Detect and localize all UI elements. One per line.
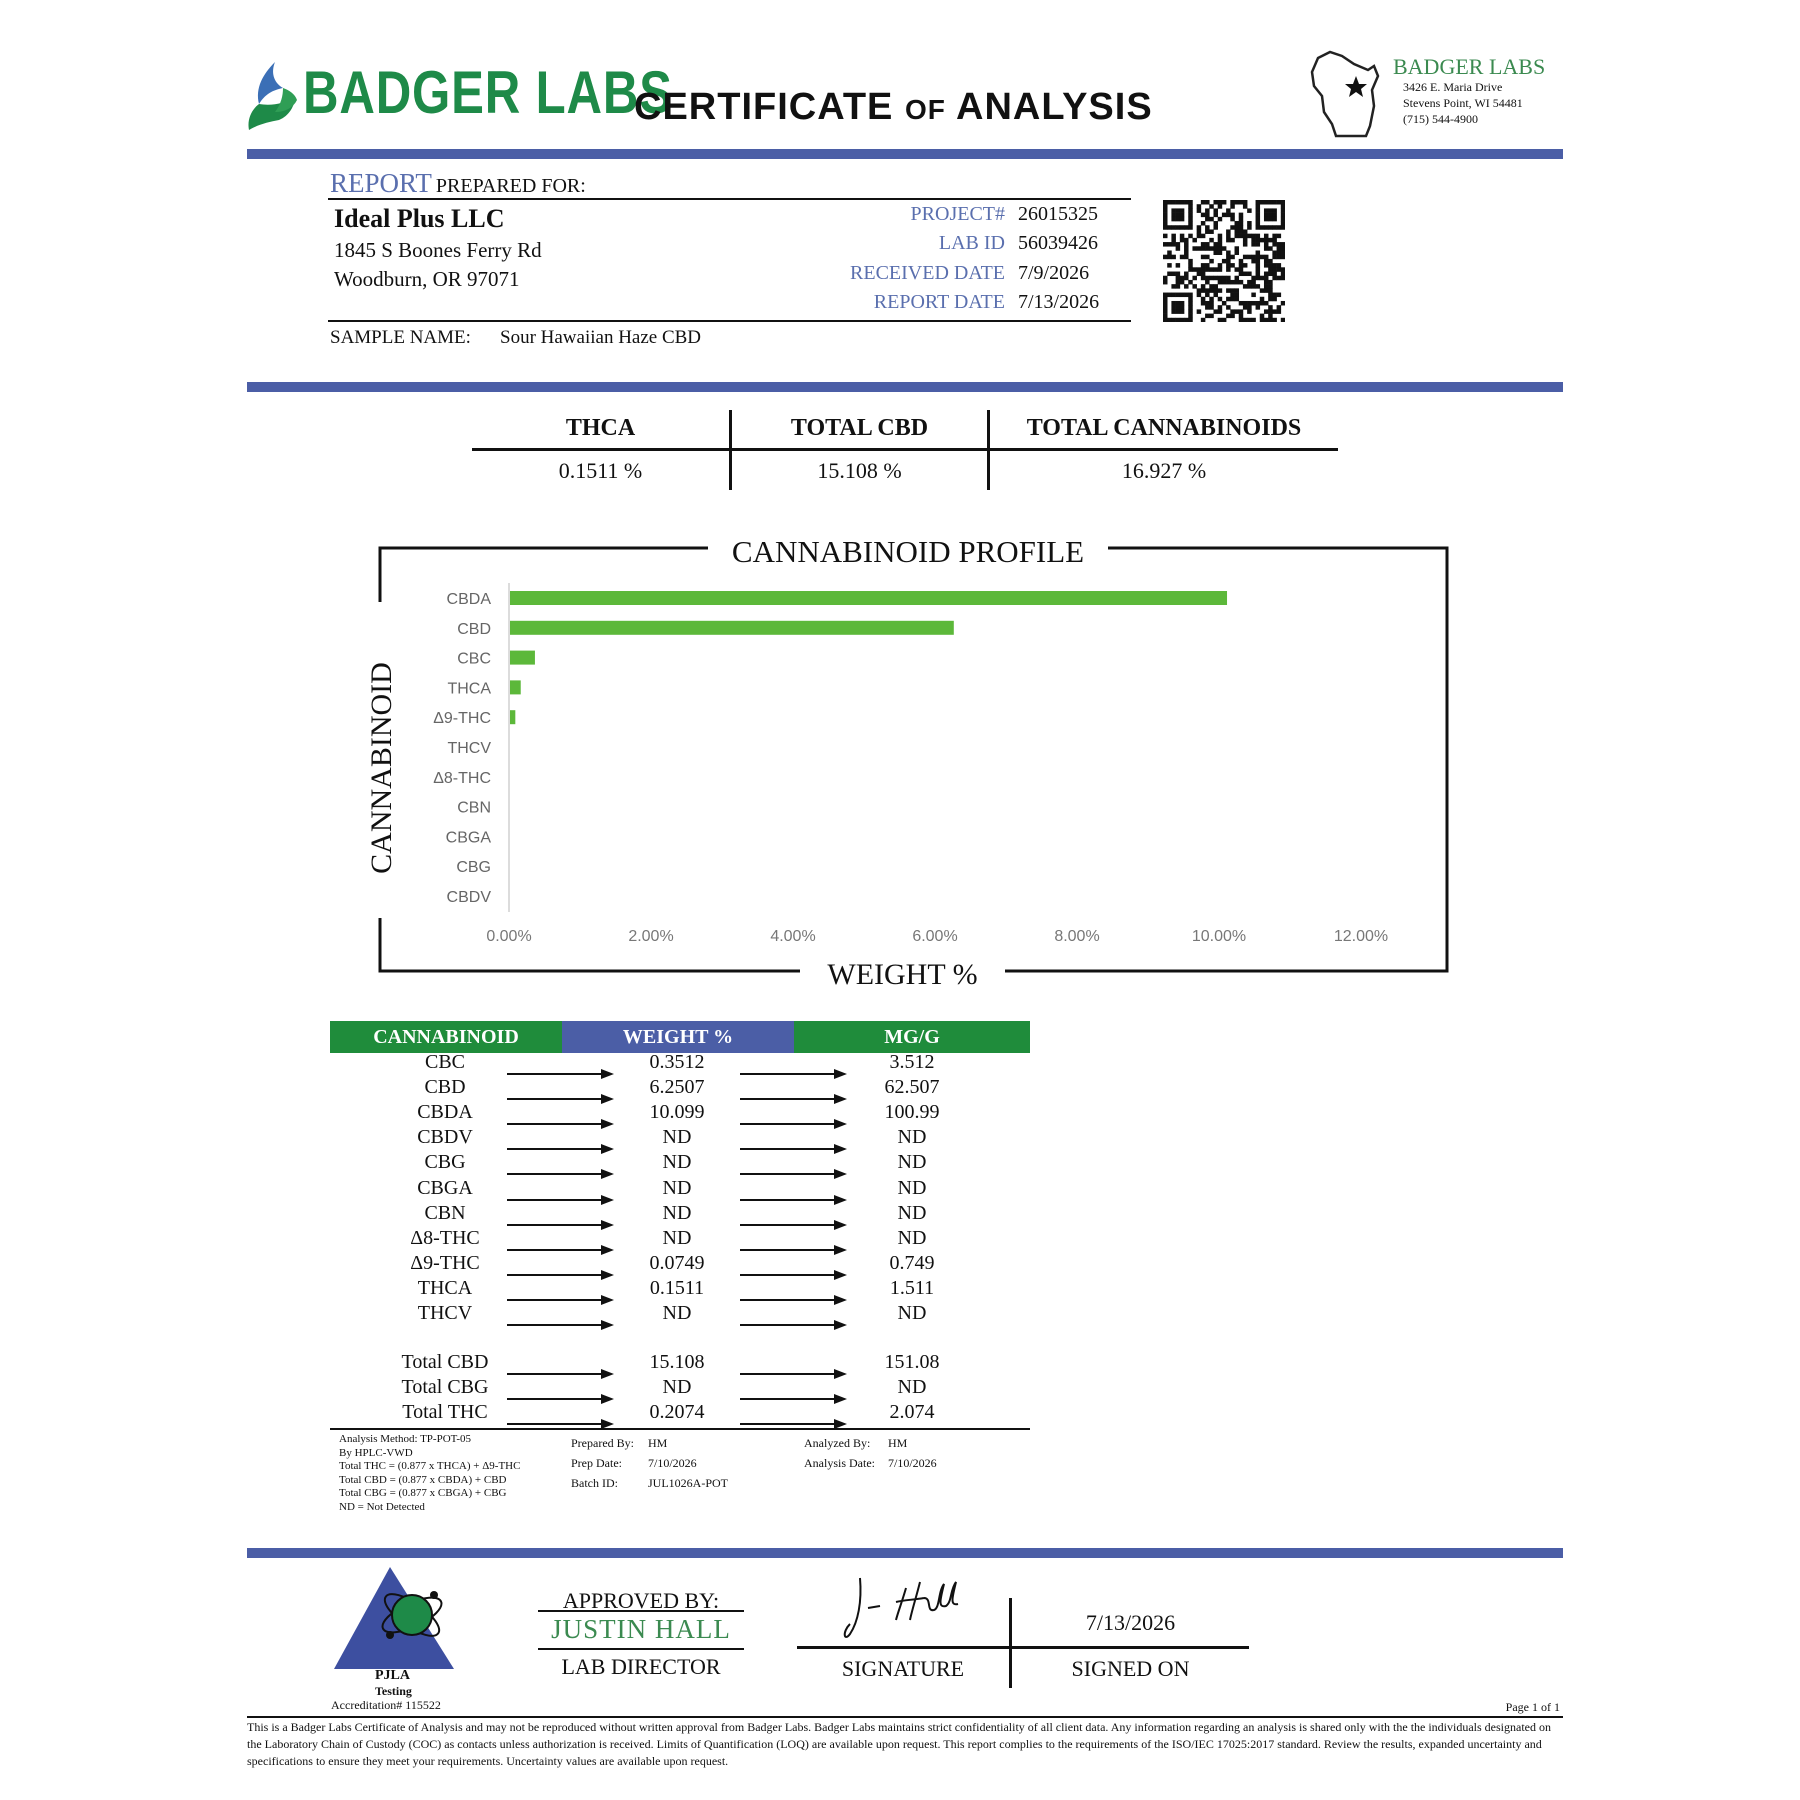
table-row [330,1051,1030,1076]
client-address-line1: 1845 S Boones Ferry Rd [334,238,542,262]
title-analysis: ANALYSIS [956,86,1153,128]
table-row [330,1227,1030,1252]
row-mgg: ND [897,1126,927,1149]
row-weight: 15.108 [649,1351,705,1373]
method-line: Total THC = (0.877 x THCA) + Δ9-THC [339,1460,521,1472]
analysis-info [804,1433,937,1473]
y-category-label: CBD [457,620,491,638]
received-date-label: RECEIVED DATE [850,262,1005,284]
y-category-label: CBGA [445,829,491,847]
approver-title: LAB DIRECTOR [561,1654,721,1679]
table-row [330,1177,1030,1202]
approver-name: JUSTIN HALL [551,1614,731,1644]
y-category-label: CBC [457,650,491,668]
batch-id-label: Batch ID: [571,1476,618,1490]
prep-info [571,1433,728,1493]
row-weight: ND [662,1201,692,1224]
received-date-value: 7/9/2026 [1018,262,1090,284]
x-tick-label: 4.00% [770,928,816,945]
summary-thca-label: THCA [565,415,636,441]
y-category-label: CBDV [446,889,491,906]
y-category-label: Δ8-THC [433,769,491,787]
summary-total-cannabinoids-label: TOTAL CANNABINOIDS [1026,415,1302,441]
approved-by-label: APPROVED BY: [562,1588,720,1613]
row-mgg: 1.511 [889,1276,935,1299]
y-category-label: THCA [447,680,491,698]
row-weight: 0.2074 [649,1401,705,1424]
row-cannabinoid: CBN [424,1201,466,1224]
table-header-mgg: MG/G [794,1021,1030,1053]
chart-bar [510,710,515,724]
method-line: Total CBD = (0.877 x CBDA) + CBD [339,1473,507,1486]
chart-bar [510,680,521,694]
title-of: OF [904,94,946,125]
analyzed-by-label: Analyzed By: [804,1436,871,1450]
pjla-label: PJLA [375,1668,410,1683]
row-weight: ND [662,1226,692,1249]
chart-bar [510,651,535,665]
sample-name-label: SAMPLE NAME: [330,327,471,348]
y-category-label: CBN [457,799,491,817]
row-mgg: ND [897,1201,927,1224]
table-row [330,1076,1030,1101]
row-cannabinoid: Δ9-THC [410,1251,480,1274]
brand-name: BADGER LABS [303,59,673,126]
row-cannabinoid: THCV [417,1302,473,1324]
project-value: 26015325 [1018,203,1098,225]
row-weight: 6.2507 [649,1076,705,1099]
chart-xlabel: WEIGHT % [800,958,1005,992]
client-address-line2: Woodburn, OR 97071 [334,267,520,291]
chart-bar [510,591,1227,605]
total-row [330,1401,1030,1426]
row-cannabinoid: Total CBG [401,1376,489,1399]
y-category-label: THCV [447,740,491,757]
row-cannabinoid: CBGA [417,1176,473,1199]
prep-date-value: 7/10/2026 [648,1456,697,1470]
summary-thca-value: 0.1511 % [558,458,643,483]
row-cannabinoid: CBDA [417,1101,473,1124]
row-cannabinoid: THCA [417,1276,473,1299]
table-header-cannabinoid: CANNABINOID [330,1021,562,1053]
disclaimer-text: This is a Badger Labs Certificate of Analysis and may not be reproduced without written approval from Badger Labs. Badger Labs maintains strict confidentiality of all client data. Any information regarding an analysis is shared only with the the individuals designated on the Laboratory Chain of Custody (COC) as contacts unless authorization is received. Limits of Quantification (LOQ) are available upon request. This report complies to the requirements of the ISO/IEC 17025:2017 standard. Review the results, expanded uncertainty and specifications to ensure they meet your requirements. Uncertainty values are available upon request. [247,1720,1551,1768]
footer-divider [247,1548,1563,1558]
disclaimer-rule [247,1716,1563,1718]
chart-ylabel: CANNABINOID [365,618,405,918]
total-row [330,1351,1030,1376]
analysis-date-value: 7/10/2026 [888,1456,937,1470]
x-tick-label: 6.00% [912,928,958,945]
signature-label: SIGNATURE [841,1656,965,1681]
method-line: ND = Not Detected [339,1500,425,1513]
method-line: By HPLC-VWD [339,1446,413,1459]
row-weight: ND [662,1176,692,1199]
project-label: PROJECT# [910,203,1005,225]
row-mgg: ND [897,1226,927,1249]
table-header-weight: WEIGHT % [562,1021,794,1053]
row-weight: ND [662,1126,692,1149]
row-mgg: 151.08 [884,1351,940,1373]
summary-total-cannabinoids-value: 16.927 % [1121,458,1207,483]
x-tick-label: 0.00% [486,928,532,945]
row-mgg: ND [897,1302,927,1324]
table-row [330,1202,1030,1227]
signed-on-date: 7/13/2026 [1085,1610,1176,1635]
y-category-label: Δ9-THC [433,710,491,728]
pjla-testing: Testing [375,1684,412,1698]
report-word: REPORT [330,168,432,198]
chart-bar [510,621,954,635]
analyzed-by-value: HM [888,1436,908,1450]
row-weight: ND [662,1376,692,1399]
x-tick-label: 2.00% [628,928,674,945]
row-weight: ND [662,1302,692,1324]
row-cannabinoid: CBD [424,1076,466,1099]
row-cannabinoid: Total THC [402,1401,488,1424]
report-date-label: REPORT DATE [873,291,1005,313]
y-category-label: CBDA [446,591,491,608]
table-bottom-rule [330,1428,1030,1430]
pjla-logo-icon [334,1565,464,1675]
lab-name: BADGER LABS [1393,54,1546,79]
row-weight: 0.1511 [649,1276,705,1299]
signed-on-label: SIGNED ON [1071,1656,1190,1681]
table-row [330,1302,1030,1327]
row-mgg: 62.507 [884,1076,940,1099]
row-weight: 0.3512 [649,1051,705,1073]
method-line: Total CBG = (0.877 x CBGA) + CBG [339,1487,507,1499]
table-row [330,1151,1030,1176]
row-mgg: 100.99 [884,1101,940,1124]
page-number: Page 1 of 1 [1505,1700,1560,1714]
report-date-value: 7/13/2026 [1018,291,1100,313]
sample-name-value: Sour Hawaiian Haze CBD [500,327,702,348]
prepared-by-label: Prepared By: [571,1436,634,1450]
client-name: Ideal Plus LLC [334,204,505,233]
x-tick-label: 12.00% [1333,928,1389,945]
row-cannabinoid: CBDV [417,1126,473,1149]
table-row [330,1101,1030,1126]
chart-title: CANNABINOID PROFILE [708,534,1108,570]
row-weight: ND [662,1151,692,1174]
row-mgg: 3.512 [889,1051,935,1073]
table-row [330,1252,1030,1277]
row-mgg: ND [897,1176,927,1199]
table-row [330,1277,1030,1302]
row-weight: 10.099 [649,1101,705,1124]
row-mgg: ND [897,1376,927,1399]
batch-id-value: JUL1026A-POT [648,1476,728,1490]
lab-address-line2: Stevens Point, WI 54481 [1403,96,1523,110]
summary-total-cbd-value: 15.108 % [817,458,902,483]
title-certificate: CERTIFICATE [634,86,894,128]
signature-icon [840,1572,980,1647]
prepared-for-label: PREPARED FOR: [435,175,586,197]
lab-phone: (715) 544-4900 [1403,112,1478,126]
accreditation-number: Accreditation# 115522 [331,1698,441,1712]
y-category-label: CBG [456,859,491,877]
lab-id-value: 56039426 [1018,232,1098,254]
summary-total-cbd-label: TOTAL CBD [790,415,929,441]
chart-frame [380,548,1447,971]
signature-rule [797,1646,1249,1649]
row-weight: 0.0749 [649,1251,705,1274]
method-line: Analysis Method: TP-POT-05 [339,1433,472,1445]
table-row [330,1126,1030,1151]
prep-date-label: Prep Date: [571,1456,622,1470]
lab-address-line1: 3426 E. Maria Drive [1403,80,1503,94]
x-tick-label: 8.00% [1054,928,1100,945]
total-row [330,1376,1030,1401]
x-tick-label: 10.00% [1191,928,1247,945]
row-mgg: 0.749 [889,1251,935,1274]
method-notes [339,1433,520,1514]
prepared-by-value: HM [648,1436,668,1450]
analysis-date-label: Analysis Date: [804,1456,875,1470]
row-cannabinoid: CBG [424,1151,466,1174]
row-cannabinoid: Δ8-THC [410,1226,480,1249]
row-cannabinoid: Total CBD [401,1351,489,1373]
lab-id-label: LAB ID [938,232,1005,254]
row-mgg: 2.074 [889,1401,935,1424]
row-mgg: ND [897,1151,927,1174]
row-cannabinoid: CBC [424,1051,466,1073]
approved-bottom-rule [538,1648,744,1650]
